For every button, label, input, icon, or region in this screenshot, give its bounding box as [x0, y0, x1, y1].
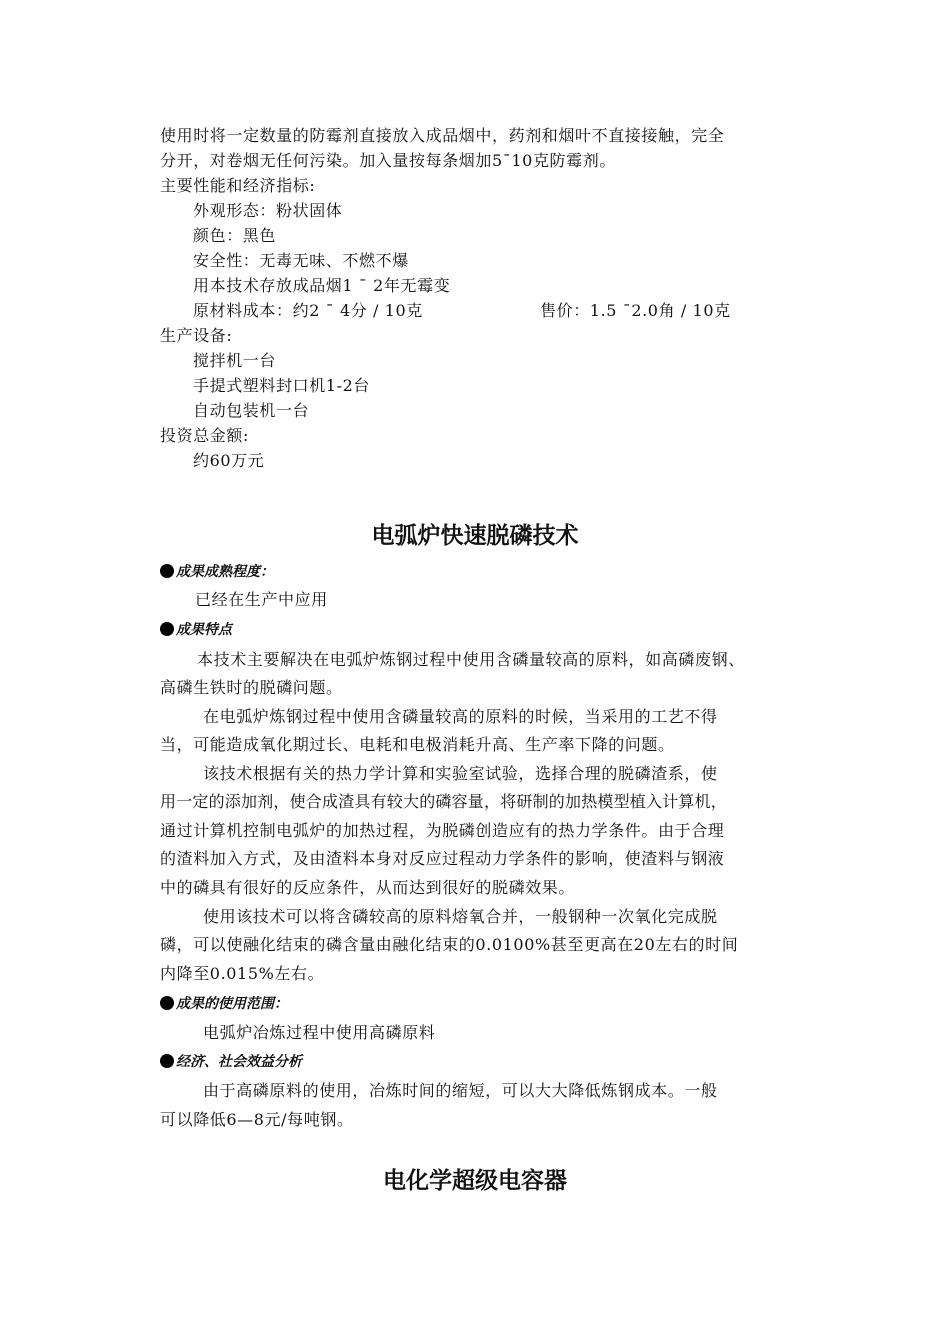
intro-line: 分开，对卷烟无任何污染。加入量按每条烟加5¯10克防霉剂。	[160, 151, 616, 170]
investment-amount: 约60万元	[193, 451, 265, 470]
features-line: 高磷生铁时的脱磷问题。	[160, 678, 343, 697]
features-line: 磷，可以使融化结束的磷含量由融化结束的0.0100%甚至更高在20左右的时间	[160, 935, 739, 954]
bullet-icon	[160, 564, 174, 578]
spec-cost-row	[193, 299, 893, 323]
heading-maturity: 成果成熟程度：	[160, 561, 274, 583]
features-line: 使用该技术可以将含磷较高的原料熔氧合并，一般钢种一次氧化完成脱	[203, 907, 718, 926]
features-line: 在电弧炉炼钢过程中使用含磷量较高的原料的时候，当采用的工艺不得	[203, 707, 718, 726]
maturity-text: 已经在生产中应用	[195, 590, 328, 609]
features-line: 当，可能造成氧化期过长、电耗和电极消耗升高、生产率下降的问题。	[160, 735, 675, 754]
section-title-dephosphorization: 电弧炉快速脱磷技术	[371, 523, 579, 549]
heading-features: 成果特点	[160, 619, 232, 641]
spec-price: 售价：1.5 ¯2.0角 / 10克	[540, 301, 731, 320]
intro-line: 使用时将一定数量的防霉剂直接放入成品烟中，药剂和烟叶不直接接触，完全	[160, 126, 725, 145]
intro-heading-equipment: 生产设备:	[160, 326, 233, 345]
bullet-icon	[160, 996, 174, 1010]
spec-appearance: 外观形态：粉状固体	[193, 201, 343, 220]
benefit-line: 可以降低6—8元/每吨钢。	[160, 1110, 354, 1129]
section-title-supercapacitor: 电化学超级电容器	[383, 1168, 567, 1194]
spec-color: 颜色：黑色	[193, 226, 277, 245]
intro-heading-indicators: 主要性能和经济指标:	[160, 176, 316, 195]
equipment-item: 手提式塑料封口机1-2台	[193, 376, 370, 395]
spec-storage: 用本技术存放成品烟1 ¯ 2年无霉变	[193, 276, 451, 295]
features-line: 内降至0.015%左右。	[160, 964, 325, 983]
heading-scope: 成果的使用范围：	[160, 993, 288, 1015]
equipment-item: 自动包装机一台	[193, 401, 310, 420]
spec-safety: 安全性：无毒无味、不燃不爆	[193, 251, 409, 270]
features-line: 该技术根据有关的热力学计算和实验室试验，选择合理的脱磷渣系，使	[203, 764, 718, 783]
features-line: 的渣料加入方式，及由渣料本身对反应过程动力学条件的影响，使渣料与钢液	[160, 849, 725, 868]
bullet-icon	[160, 622, 174, 636]
scope-text: 电弧炉冶炼过程中使用高磷原料	[203, 1023, 436, 1042]
features-line: 本技术主要解决在电弧炉炼钢过程中使用含磷量较高的原料，如高磷废钢、	[197, 650, 745, 669]
equipment-item: 搅拌机一台	[193, 351, 277, 370]
features-line: 中的磷具有很好的反应条件，从而达到很好的脱磷效果。	[160, 878, 576, 897]
heading-benefit: 经济、社会效益分析	[160, 1051, 302, 1073]
intro-heading-investment: 投资总金额:	[160, 426, 249, 445]
bullet-icon	[160, 1054, 174, 1068]
spec-material-cost: 原材料成本：约2 ¯ 4分 / 10克	[193, 301, 423, 320]
benefit-line: 由于高磷原料的使用，冶炼时间的缩短，可以大大降低炼钢成本。一般	[203, 1081, 718, 1100]
features-line: 通过计算机控制电弧炉的加热过程，为脱磷创造应有的热力学条件。由于合理	[160, 821, 725, 840]
features-line: 用一定的添加剂，使合成渣具有较大的磷容量，将研制的加热模型植入计算机，	[160, 792, 728, 811]
